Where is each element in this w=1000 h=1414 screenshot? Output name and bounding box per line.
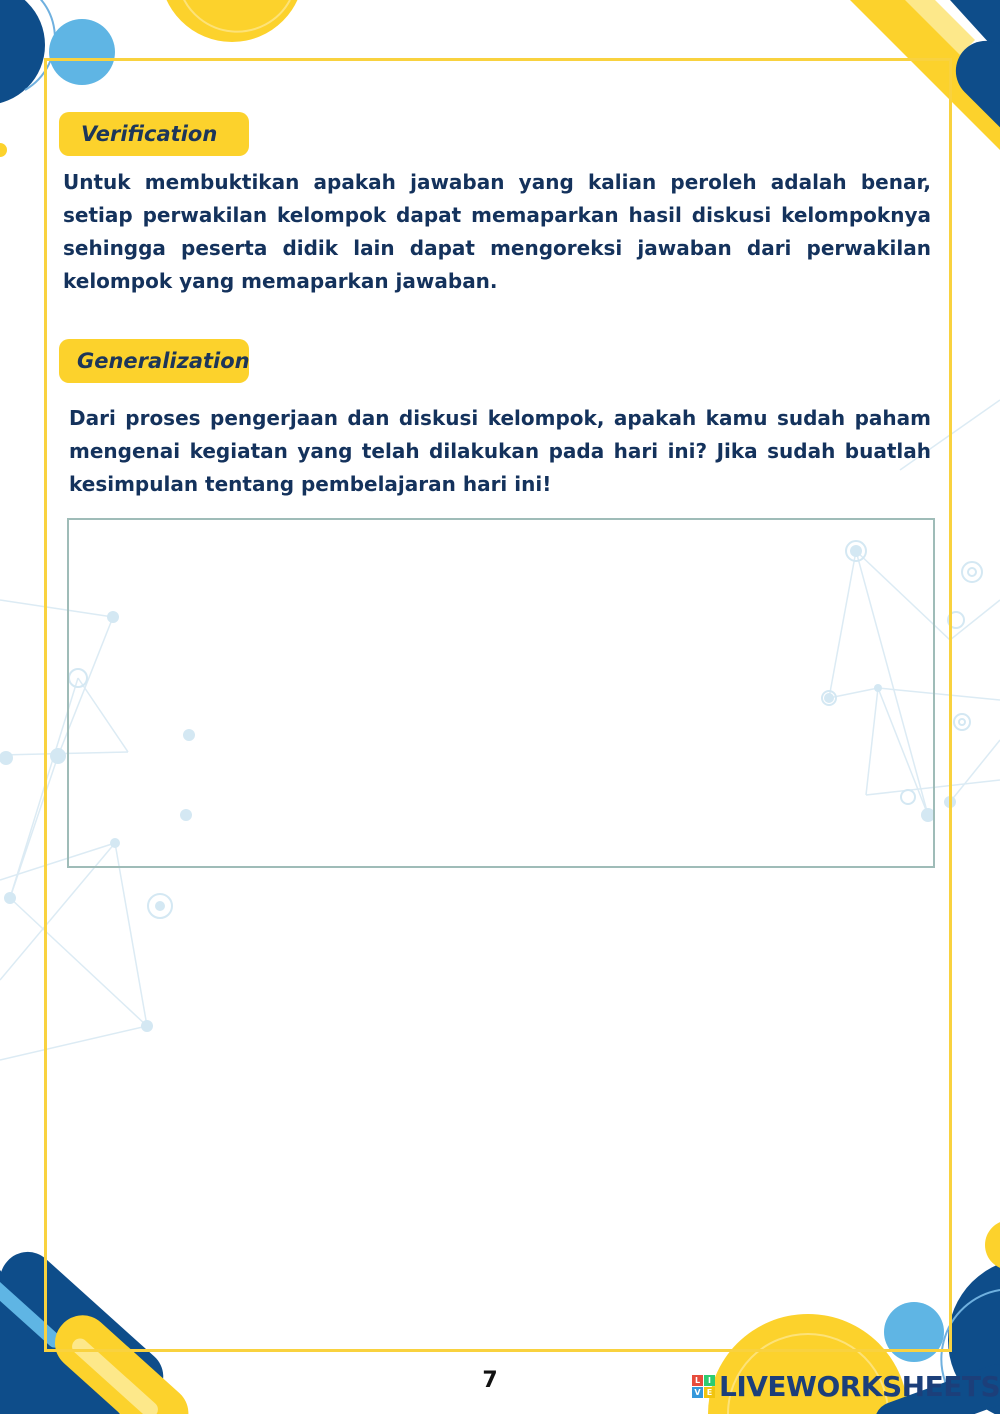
generalization-paragraph: Dari proses pengerjaan dan diskusi kelompok, apakah kamu sudah paham mengenai kegiatan yang telah dilakukan pada hari ini? Jika sudah buatlah kesimpulan tentang pembelajaran hari ini!	[69, 406, 931, 496]
verification-paragraph: Untuk membuktikan apakah jawaban yang kalian peroleh adalah benar, setiap perwakilan kelompok dapat memaparkan hasil diskusi kelompoknya sehingga peserta didik lain dapat mengoreksi jawaban dari perwakilan kelompok yang memaparkan jawaban.	[63, 170, 931, 293]
logo-letter-l: L	[692, 1375, 703, 1386]
liveworksheets-brand	[692, 1370, 1000, 1403]
liveworksheets-wordmark: LIVEWORKSHEETS	[719, 1370, 1000, 1403]
logo-letter-v: V	[692, 1387, 703, 1398]
generalization-heading-label: Generalization	[77, 349, 250, 373]
conclusion-answer-box[interactable]	[67, 518, 935, 868]
liveworksheets-logo-icon	[692, 1375, 715, 1398]
verification-heading-label: Verification	[81, 122, 218, 146]
page-number: 7	[482, 1368, 498, 1393]
logo-letter-e: E	[704, 1387, 715, 1398]
logo-letter-i: I	[704, 1375, 715, 1386]
verification-heading	[59, 112, 249, 156]
generalization-heading	[59, 339, 249, 383]
